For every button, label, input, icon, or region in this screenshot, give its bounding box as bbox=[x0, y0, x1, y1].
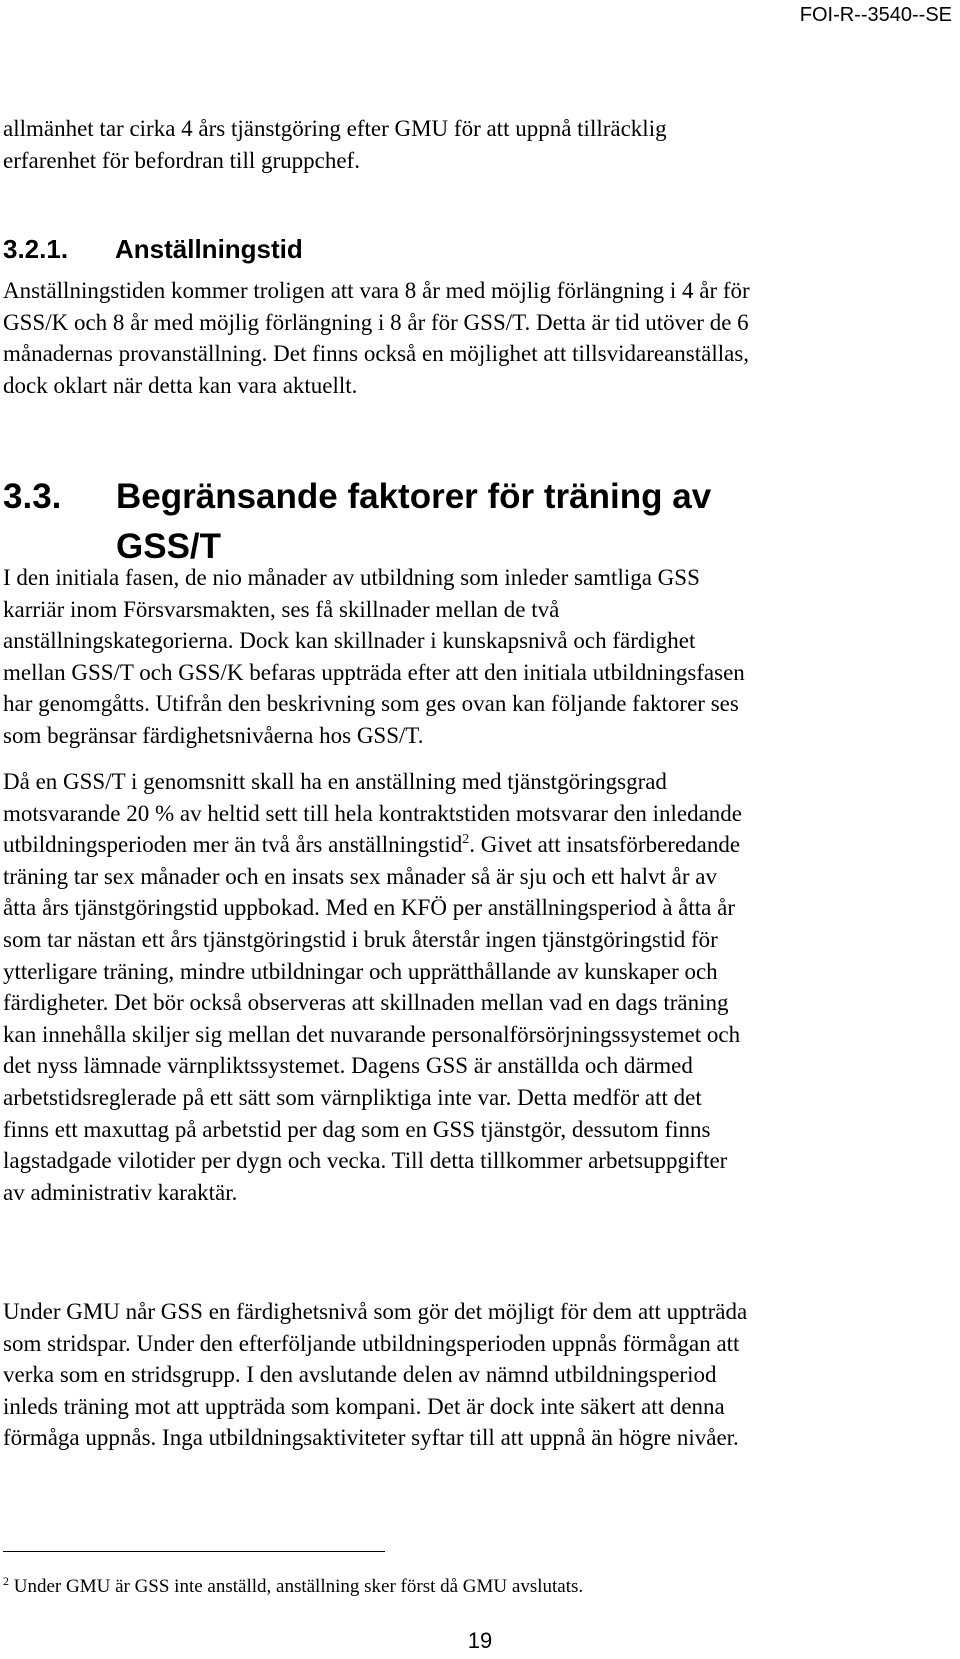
footnote-text: Under GMU är GSS inte anställd, anställning sker först då GMU avslutats. bbox=[9, 1576, 584, 1597]
paragraph-intro bbox=[3, 113, 955, 176]
text-line: motsvarande 20 % av heltid sett till hela kontraktstiden motsvarar den inledande bbox=[3, 800, 742, 826]
text-line: finns ett maxuttag på arbetstid per dag som en GSS tjänstgör, dessutom finns bbox=[3, 1116, 711, 1142]
paragraph-gmu-levels bbox=[3, 1296, 955, 1454]
text-line: anställningskategorierna. Dock kan skillnader i kunskapsnivå och färdighet bbox=[3, 628, 696, 654]
text-line: GSS/K och 8 år med möjlig förlängning i 8 år för GSS/T. Detta är tid utöver de 6 bbox=[3, 309, 749, 335]
section-title-line1: Begränsande faktorer för träning av bbox=[116, 477, 712, 516]
text-line: som tar nästan ett års tjänstgöringstid i bruk återstår ingen tjänstgöringstid för bbox=[3, 926, 718, 952]
section-heading-3-2-1 bbox=[3, 233, 303, 265]
text-line: I den initiala fasen, de nio månader av utbildning som inleder samtliga GSS bbox=[3, 565, 700, 590]
text-line: kan innehålla skiljer sig mellan det nuvarande personalförsörjningssystemet och bbox=[3, 1021, 741, 1047]
footnote-separator bbox=[3, 1551, 385, 1552]
paragraph-service-rate bbox=[3, 766, 955, 1208]
text-line: inleds träning mot att uppträda som kompani. Det är dock inte säkert att denna bbox=[3, 1393, 725, 1419]
text-line: har genomgåtts. Utifrån den beskrivning som ges ovan kan följande faktorer ses bbox=[3, 691, 739, 717]
text-line: Anställningstiden kommer troligen att vara 8 år med möjlig förlängning i 4 år för bbox=[3, 278, 750, 303]
text-line: erfarenhet för befordran till gruppchef. bbox=[3, 147, 360, 173]
footnote bbox=[3, 1574, 583, 1600]
text-line: allmänhet tar cirka 4 års tjänstgöring efter GMU för att uppnå tillräcklig bbox=[3, 116, 667, 141]
text-line: färdigheter. Det bör också observeras att skillnaden mellan vad en dags träning bbox=[3, 990, 729, 1016]
text-line-with-footnote bbox=[3, 829, 955, 861]
footnote-marker: 2 bbox=[3, 1574, 9, 1588]
text-line: arbetstidsreglerade på ett sätt som värnpliktiga inte var. Detta medför att det bbox=[3, 1084, 702, 1110]
text-line: månadernas provanställning. Det finns också en möjlighet att tillsvidareanställas, bbox=[3, 341, 750, 367]
text-line: det nyss lämnade värnpliktssystemet. Dagens GSS är anställda och därmed bbox=[3, 1053, 693, 1079]
text-line: karriär inom Försvarsmakten, ses få skillnader mellan de två bbox=[3, 596, 560, 622]
text-line: förmåga uppnås. Inga utbildningsaktiviteter syftar till att uppnå än högre nivåer. bbox=[3, 1425, 739, 1451]
paragraph-initial-phase bbox=[3, 562, 955, 752]
paragraph-employment-time bbox=[3, 275, 955, 401]
text-line: som begränsar färdighetsnivåerna hos GSS/T. bbox=[3, 722, 424, 748]
text-line: som stridspar. Under den efterföljande utbildningsperioden uppnås förmågan att bbox=[3, 1330, 740, 1356]
text-line: dock oklart när detta kan vara aktuellt. bbox=[3, 372, 358, 398]
section-title: Anställningstid bbox=[115, 234, 303, 264]
text-line: åtta års tjänstgöringstid uppbokad. Med en KFÖ per anställningsperiod à åtta år bbox=[3, 895, 735, 921]
section-heading-3-3 bbox=[3, 472, 711, 572]
text-line: lagstadgade vilotider per dygn och vecka. Till detta tillkommer arbetsuppgifter bbox=[3, 1148, 728, 1174]
section-number: 3.2.1. bbox=[3, 234, 69, 264]
footnote-reference[interactable]: 2 bbox=[462, 832, 470, 848]
text-fragment: . Givet att insatsförberedande bbox=[469, 832, 741, 858]
section-title-line2: GSS/T bbox=[116, 527, 222, 566]
report-id: FOI-R--3540--SE bbox=[799, 4, 952, 26]
text-line: av administrativ karaktär. bbox=[3, 1179, 238, 1205]
text-line: mellan GSS/T och GSS/K befaras uppträda efter att den initiala utbildningsfasen bbox=[3, 659, 745, 685]
page-number: 19 bbox=[467, 1628, 493, 1653]
text-line: Då en GSS/T i genomsnitt skall ha en anställning med tjänstgöringsgrad bbox=[3, 769, 667, 794]
text-line: träning tar sex månader och en insats sex månader så är sju och ett halvt år av bbox=[3, 863, 718, 889]
text-fragment: utbildningsperioden mer än två års anställningstid bbox=[3, 832, 463, 858]
section-number: 3.3. bbox=[3, 477, 62, 516]
text-line: verka som en stridsgrupp. I den avslutande delen av nämnd utbildningsperiod bbox=[3, 1362, 717, 1388]
text-line: Under GMU når GSS en färdighetsnivå som gör det möjligt för dem att uppträda bbox=[3, 1299, 748, 1324]
text-line: ytterligare träning, mindre utbildningar och upprätthållande av kunskaper och bbox=[3, 958, 718, 984]
